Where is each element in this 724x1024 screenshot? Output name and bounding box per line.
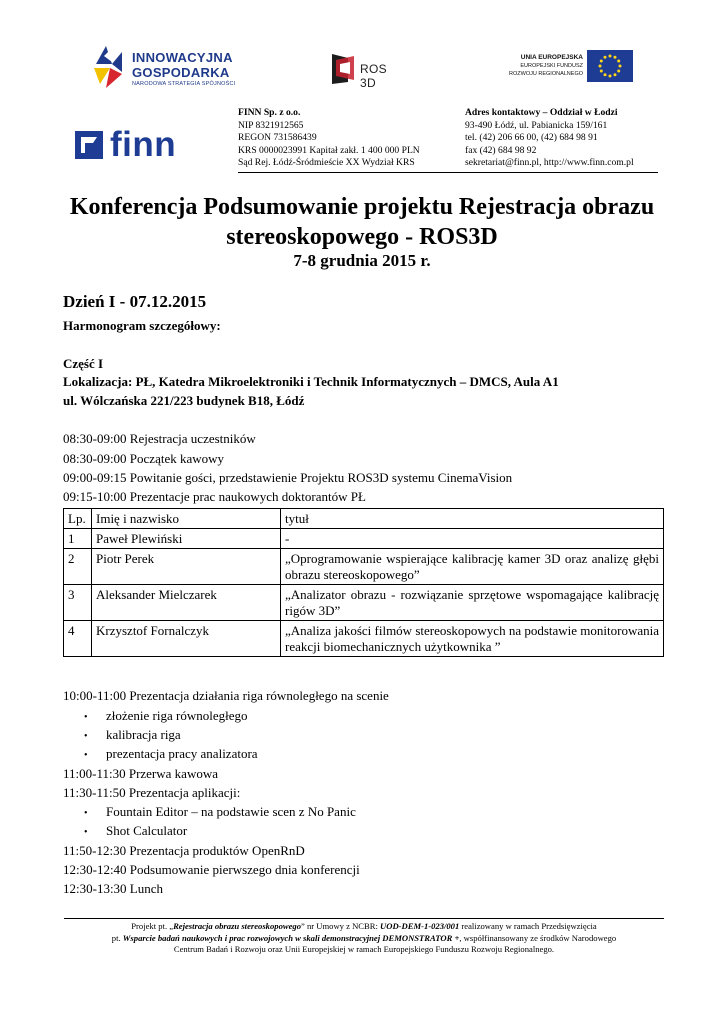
ig-line3: NARODOWA STRATEGIA SPÓJNOŚCI	[132, 81, 236, 87]
footer-program: Wsparcie badań naukowych i prac rozwojowych w skali demonstracyjnej DEMONSTRATOR +	[122, 932, 460, 943]
cell-lp: 2	[64, 549, 92, 585]
bullet-icon: •	[84, 731, 88, 742]
conference-dates: 7-8 grudnia 2015 r.	[293, 251, 431, 270]
ig-line1: INNOWACYJNA	[132, 50, 233, 65]
location-line1: Lokalizacja: PŁ, Katedra Mikroelektroniki i Technik Informatycznych – DMCS, Aula A1	[63, 374, 559, 389]
table-row	[64, 549, 664, 585]
header-title: tytuł	[281, 509, 664, 529]
footer-line1	[64, 921, 664, 933]
innowacyjna-gospodarka-logo	[92, 44, 252, 94]
cell-name: Piotr Perek	[92, 549, 281, 585]
footer-text: pt.	[111, 932, 123, 943]
footer-divider	[64, 918, 664, 919]
footer-text: Projekt pt. „	[131, 921, 174, 931]
list-item	[84, 708, 248, 724]
company-regon: REGON 731586439	[238, 132, 317, 143]
header-logos	[0, 44, 724, 96]
list-item	[84, 727, 181, 743]
bullet-icon: •	[84, 827, 88, 838]
schedule-item: 12:30-12:40 Podsumowanie pierwszego dnia konferencji	[63, 862, 360, 877]
footer-line2	[64, 933, 664, 945]
footer-text: ” nr Umowy z NCBR:	[301, 921, 381, 931]
company-nip: NIP 8321912565	[238, 119, 304, 131]
ros3d-text: ROS 3D	[360, 62, 387, 90]
schedule-item: 12:30-13:30 Lunch	[63, 881, 164, 896]
company-info	[238, 107, 420, 170]
header-lp: Lp.	[64, 509, 92, 529]
schedule-heading: Harmonogram szczegółowy:	[63, 318, 221, 333]
presentations-table	[63, 508, 664, 657]
footer	[64, 921, 664, 956]
cell-title: -	[281, 529, 664, 549]
ue-line2: EUROPEJSKI FUNDUSZ	[520, 63, 583, 69]
cell-name: Krzysztof Fornalczyk	[92, 621, 281, 657]
list-item	[84, 746, 258, 762]
company-name: FINN Sp. z o.o.	[238, 107, 301, 118]
ue-line1: UNIA EUROPEJSKA	[520, 54, 583, 61]
eu-logo	[500, 50, 635, 86]
footer-line3: Centrum Badań i Rozwoju oraz Unii Europejskiej w ramach Europejskiego Funduszu Rozwoju Regionalnego.	[173, 944, 555, 954]
ros3d-icon	[330, 52, 358, 86]
cell-title: „Analiza jakości filmów stereoskopowych na podstawie monitorowania reakcji biomechanicznych użytkownika ”	[281, 621, 664, 657]
schedule-item: 11:00-11:30 Przerwa kawowa	[63, 766, 218, 781]
cell-name: Paweł Plewiński	[92, 529, 281, 549]
list-item	[84, 823, 187, 839]
page-title	[60, 192, 664, 252]
table-row	[64, 585, 664, 621]
schedule-item: 11:50-12:30 Prezentacja produktów OpenRnD	[63, 843, 305, 858]
finn-text: finn	[110, 125, 177, 164]
contact-address: 93-490 Łódź, ul. Pabianicka 159/161	[465, 119, 608, 131]
eu-flag-icon	[587, 50, 633, 82]
cell-name: Aleksander Mielczarek	[92, 585, 281, 621]
header-divider	[238, 172, 658, 173]
table-row	[64, 529, 664, 549]
list-item-text: kalibracja riga	[106, 727, 181, 742]
location-line2: ul. Wólczańska 221/223 budynek B18, Łódź	[63, 393, 305, 408]
ros3d-logo	[330, 52, 405, 90]
title-line1: Konferencja Podsumowanie projektu Rejestracja obrazu	[69, 194, 655, 220]
schedule-item: 10:00-11:00 Prezentacja działania riga równoległego na scenie	[63, 688, 389, 703]
cell-lp: 3	[64, 585, 92, 621]
day-heading: Dzień I - 07.12.2015	[63, 292, 207, 311]
list-item-text: Fountain Editor – na podstawie scen z No Panic	[106, 804, 356, 819]
bullet-icon: •	[84, 808, 88, 819]
contact-info	[465, 107, 634, 170]
company-court: Sąd Rej. Łódź-Śródmieście XX Wydział KRS	[238, 157, 415, 168]
schedule-item: 08:30-09:00 Początek kawowy	[63, 451, 225, 466]
footer-contract: UOD-DEM-1-023/001	[380, 921, 460, 931]
list-item	[84, 804, 356, 820]
ig-line2: GOSPODARKA	[132, 65, 230, 80]
footer-text: realizowany w ramach Przedsięwzięcia	[459, 921, 597, 931]
list-item-text: prezentacja pracy analizatora	[106, 746, 258, 761]
footer-text: , współfinansowany ze środków Narodowego	[459, 932, 617, 943]
cell-title: „Oprogramowanie wspierające kalibrację kamer 3D oraz analizę głębi obrazu stereoskopowego”	[281, 549, 664, 585]
company-krs: KRS 0000023991 Kapitał zakł. 1 400 000 PLN	[238, 144, 420, 156]
schedule-item: 09:15-10:00 Prezentacje prac naukowych doktorantów PŁ	[63, 489, 366, 504]
list-item-text: Shot Calculator	[106, 823, 188, 838]
contact-heading: Adres kontaktowy – Oddział w Łodzi	[465, 107, 618, 118]
schedule-item: 09:00-09:15 Powitanie gości, przedstawienie Projektu ROS3D systemu CinemaVision	[63, 470, 513, 485]
schedule-item: 08:30-09:00 Rejestracja uczestników	[63, 431, 256, 446]
footer-project-title: Rejestracja obrazu stereoskopowego	[173, 921, 302, 931]
cell-title: „Analizator obrazu - rozwiązanie sprzętowe wspomagające kalibrację rigów 3D”	[281, 585, 664, 621]
table-header-row	[64, 509, 664, 529]
ue-line3: ROZWOJU REGIONALNEGO	[509, 71, 583, 77]
table-row	[64, 621, 664, 657]
part-heading: Część I	[63, 356, 104, 371]
contact-email[interactable]: sekretariat@finn.pl, http://www.finn.com.pl	[465, 157, 634, 168]
bullet-icon: •	[84, 712, 88, 723]
list-item-text: złożenie riga równoległego	[106, 708, 248, 723]
contact-fax: fax (42) 684 98 92	[465, 144, 537, 156]
contact-tel: tel. (42) 206 66 00, (42) 684 98 91	[465, 132, 598, 143]
cell-lp: 4	[64, 621, 92, 657]
bullet-icon: •	[84, 750, 88, 761]
finn-icon	[72, 128, 106, 162]
finn-logo	[72, 125, 182, 166]
ig-star-icon	[92, 44, 126, 90]
header-name: Imię i nazwisko	[92, 509, 281, 529]
cell-lp: 1	[64, 529, 92, 549]
schedule-item: 11:30-11:50 Prezentacja aplikacji:	[63, 785, 241, 800]
title-line2: stereoskopowego - ROS3D	[226, 224, 498, 250]
